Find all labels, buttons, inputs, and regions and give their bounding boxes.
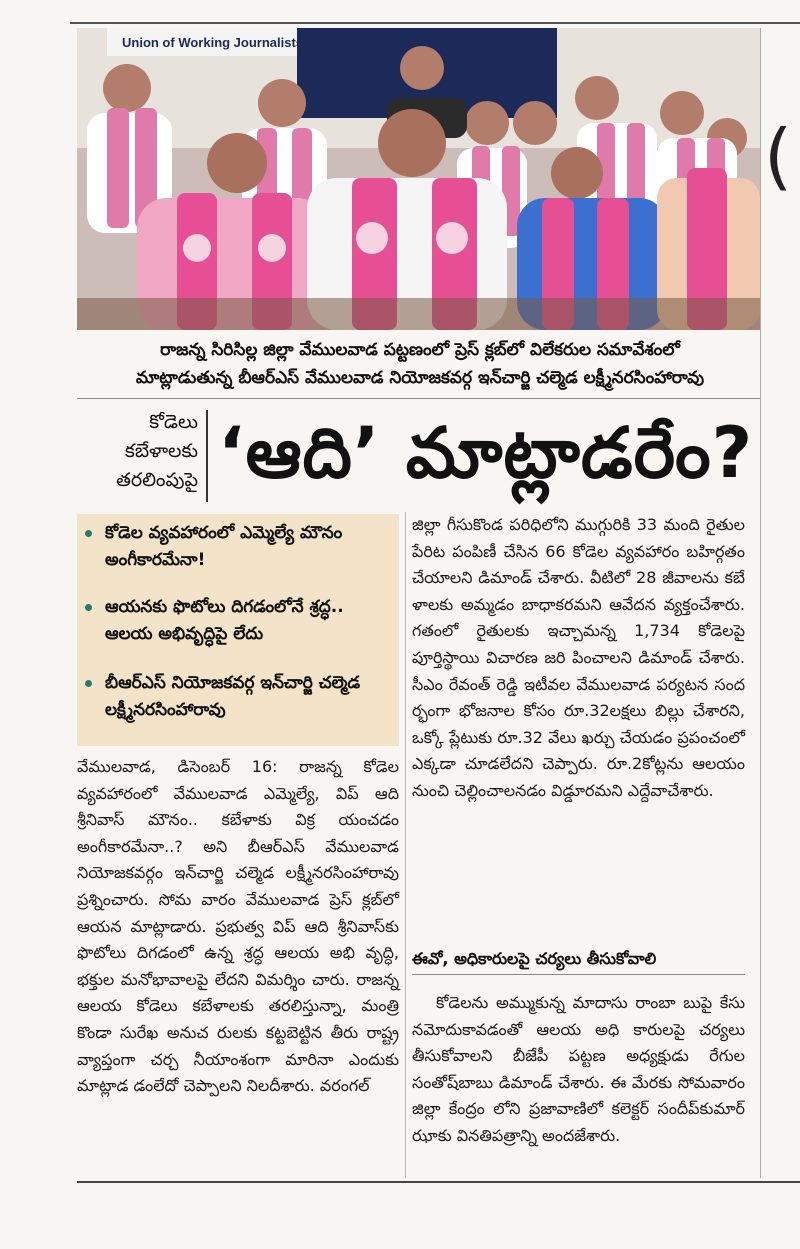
column-divider-right [760,28,761,1178]
bottom-rule [77,1181,800,1183]
highlight-text: కోడెల వ్యవహారంలో ఎమ్మెల్యే మౌనం అంగీకారమేనా! [105,523,343,570]
clipped-header-strip [70,0,770,8]
article-body-left: వేములవాడ, డిసెంబర్ 16: రాజన్న కోడెల వ్యవహారంలో వేములవాడ ఎమ్మెల్యే, విప్ ఆది శ్రీనివాస్ మౌనం.. కబేళాకు విక్ర యంచడం అంగీకారమేనా..? అని బీఆర్ఎస్ వేములవాడ నియోజకవర్గం ఇన్‌చార్జి చల్మెడ లక్ష్మీనరసింహారావు ప్రశ్నించారు. సోమ వారం వేములవాడ ప్రెస్ క్లబ్‌లో ఆయన మాట్లాడారు. ప్రభుత్వ విప్ ఆది శ్రీనివాస్‌కు ఫొటోలు దిగడంలో ఉన్న శ్రద్ధ ఆలయ అభి వృద్ధి, భక్తుల మనోభావాలపై లేదని విమర్శిం చారు. రాజన్న ఆలయ కోడెలు కబేళాలకు తరలిస్తున్నా, మంత్రి కొండా సురేఖ అనుచ రులకు కట్టబెట్టిన తీరు రాష్ట్ర వ్యాప్తంగా చర్చ నీయాంశంగా మారినా ఎందుకు మాట్లాడ డంలేదో చెప్పాలని నిలదీశారు. వరంగల్ [77,757,399,1096]
press-meet-photo [77,28,760,330]
kicker [78,408,198,495]
highlight-text: బీఆర్ఎస్ నియోజకవర్గ ఇన్‌చార్జి చల్మెడ లక్ష్మీనరసింహారావు [105,673,361,720]
highlight-item [85,670,395,724]
photo-caption [80,336,760,392]
article-body-right-2: కోడెలను అమ్ముకున్న మాదాసు రాంబా బుపై కేసు నమోదుకావడంతో ఆలయ అధి కారులపై చర్యలు తీసుకోవాలని బీజేపీ పట్టణ అధ్యక్షుడు రేగుల సంతోష్‌బాబు డిమాండ్ చేశారు. ఈ మేరకు సోమవారం జిల్లా కేంద్రం లోని ప్రజావాణిలో కలెక్టర్ సందీప్‌కుమార్ ఝాకు వినతిపత్రాన్ని అందజేశారు. [412,993,745,1145]
highlight-item [85,594,395,648]
kicker-line-1: కోడెలు [149,411,198,433]
column-divider [405,512,406,1178]
caption-rule [77,398,760,399]
subheading: ఈవో, అధికారులపై చర్యలు తీసుకోవాలి [412,949,657,968]
headline: ‘ఆది’ మాట్లాడరేం? [218,412,754,494]
subheading-rule [412,974,745,975]
kicker-line-2: కబేళాలకు [124,440,198,462]
caption-line-2: మాట్లాడుతున్న బీఆర్ఎస్ వేములవాడ నియోజకవర్గ ఇన్‌చార్జి చల్మెడ లక్ష్మీనరసింహారావు [135,368,705,388]
highlights-box [77,514,399,746]
highlight-text: ఆయనకు ఫొటోలు దిగడంలోనే శ్రద్ధ.. ఆలయ అభివృద్ధిపై లేదు [105,597,344,644]
article-body-right: జిల్లా గీసుకొండ పరిధిలోని ముగ్గురికి 33 మంది రైతుల పేరిట పంపిణీ చేసిన 66 కోడెల వ్యవహారం బహిర్గతం చేయాలని డిమాండ్ చేశారు. వీటిలో 28 జీవాలను కబే ళాలకు అమ్మడం బాధాకరమని ఆవేదన వ్యక్తంచేశారు. గతంలో రైతులకు ఇచ్చామన్న 1,734 కోడెలపై పూర్తిస్థాయి విచారణ జరి పించాలని డిమాండ్ చేశారు. సీఎం రేవంత్ రెడ్డి ఇటీవల వేములవాడ పర్యటన సంద ర్భంగా భోజనాల కోసం రూ.32లక్షలు బిల్లు చేశారని, ఒక్కో ప్లేటుకు రూ.32 వేలు ఖర్చు చేయడం ప్రపంచంలో ఎక్కడా చూడలేదని చెప్పారు. రూ.2కోట్లను ఆలయం నుంచి చెల్లించాలనడం విడ్డూరమని ఎద్దేవాచేశారు. [412,515,745,800]
caption-line-1: రాజన్న సిరిసిల్ల జిల్లా వేములవాడ పట్టణంలో ప్రెస్ క్లబ్‌లో విలేకరుల సమావేశంలో [160,340,680,360]
kicker-divider [206,410,208,502]
top-rule [70,22,800,24]
highlight-item [85,520,395,574]
banner-text: Union of Working Journalists [122,35,304,50]
bullet-icon [85,680,92,687]
kicker-line-3: తరలింపుపై [116,469,198,491]
bullet-icon [85,530,92,537]
clipped-adjacent-heading: ( [764,114,793,198]
bullet-icon [85,604,92,611]
